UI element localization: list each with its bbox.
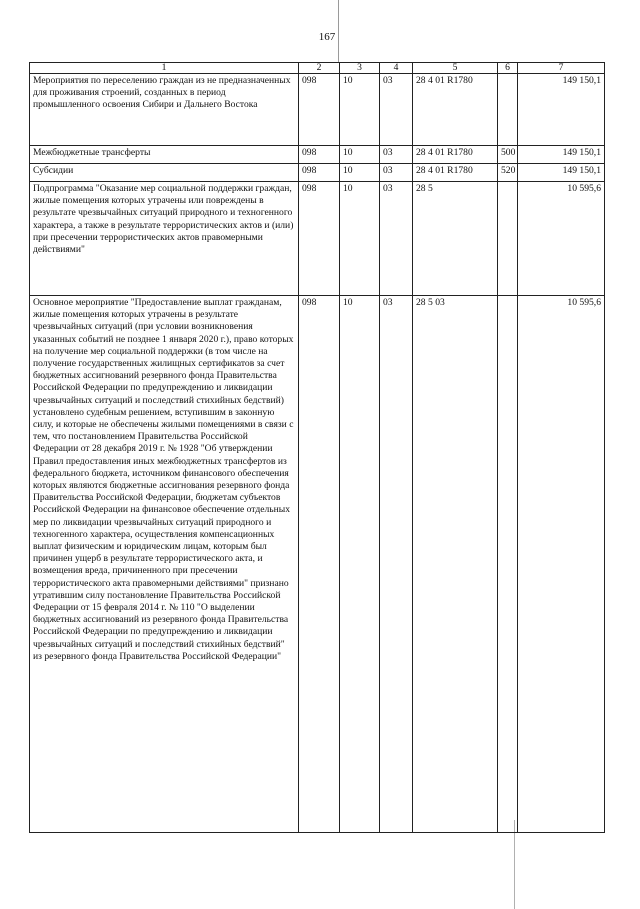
row-subsection-code: 03 xyxy=(380,74,413,146)
row-description: Основное мероприятие "Предоставление выплат гражданам, жилые помещения которых утрачены в результате чрезвычайных ситуаций (при условии возникновения указанных событий не позднее 1 января 2020 г.), право которых на получение мер социальной поддержки (в том числе на получение государственных жилищных сертификатов за счет бюджетных ассигнований резервного фонда Правительства Российской Федерации по предупреждению и ликвидации чрезвычайных ситуаций и последствий стихийных бедствий) установлено судебным решением, вступившим в законную силу, и которые не обеспечены жилыми помещениями в связи с тем, что постановлением Правительства Российской Федерации от 28 декабря 2019 г. № 1928 "Об утверждении Правил предоставления иных межбюджетных трансфертов из федерального бюджета, источником финансового обеспечения которых являются бюджетные ассигнования резервного фонда Правительства Российской Федерации, бюджетам субъектов Российской Федерации на финансовое обеспечение отдельных мер по ликвидации чрезвычайных ситуаций природного и техногенного характера, осуществления компенсационных выплат физическим и юридическим лицам, которым был причинен ущерб в результате террористического акта, и возмещения вреда, причиненного при пресечении террористического акта правомерными действиями" признано утратившим силу постановление Правительства Российской Федерации от 15 февраля 2014 г. № 110 "О выделении бюджетных ассигнований из резервного фонда Правительства Российской Федерации по предупреждению и ликвидации чрезвычайных ситуаций и последствий стихийных бедствий" из резервного фонда Правительства Российской Федерации" xyxy=(30,296,299,833)
row-description: Подпрограмма "Оказание мер социальной поддержки граждан, жилые помещения которых утрачены или повреждены в результате чрезвычайных ситуаций природного и техногенного характера, а также в результате террористических актов и (или) при пресечении террористических актов правомерными действиями" xyxy=(30,182,299,296)
row-section-code: 10 xyxy=(340,296,380,833)
row-expense-type: 520 xyxy=(498,164,518,182)
row-target-code: 28 5 03 xyxy=(413,296,498,833)
table-row xyxy=(30,182,605,296)
row-section-code: 10 xyxy=(340,164,380,182)
row-expense-type xyxy=(498,74,518,146)
scan-artifact-line xyxy=(514,820,515,909)
budget-table xyxy=(29,62,605,833)
row-amount: 10 595,6 xyxy=(518,296,605,833)
row-grbs-code: 098 xyxy=(299,74,340,146)
row-grbs-code: 098 xyxy=(299,182,340,296)
row-expense-type: 500 xyxy=(498,146,518,164)
row-grbs-code: 098 xyxy=(299,164,340,182)
row-section-code: 10 xyxy=(340,146,380,164)
table-row xyxy=(30,296,605,833)
row-target-code: 28 4 01 R1780 xyxy=(413,146,498,164)
row-subsection-code: 03 xyxy=(380,182,413,296)
column-header: 2 xyxy=(299,63,340,74)
row-section-code: 10 xyxy=(340,182,380,296)
row-amount: 10 595,6 xyxy=(518,182,605,296)
row-amount: 149 150,1 xyxy=(518,164,605,182)
column-header: 5 xyxy=(413,63,498,74)
table-row xyxy=(30,146,605,164)
row-subsection-code: 03 xyxy=(380,164,413,182)
row-amount: 149 150,1 xyxy=(518,146,605,164)
row-target-code: 28 4 01 R1780 xyxy=(413,164,498,182)
row-description: Межбюджетные трансферты xyxy=(30,146,299,164)
scan-artifact-line xyxy=(338,0,339,62)
column-header: 7 xyxy=(518,63,605,74)
row-description: Мероприятия по переселению граждан из не предназначенных для проживания строений, созданных в период промышленного освоения Сибири и Дальнего Востока xyxy=(30,74,299,146)
row-grbs-code: 098 xyxy=(299,146,340,164)
table-header-row xyxy=(30,63,605,74)
row-target-code: 28 5 xyxy=(413,182,498,296)
row-expense-type xyxy=(498,182,518,296)
column-header: 4 xyxy=(380,63,413,74)
table-row xyxy=(30,164,605,182)
row-description: Субсидии xyxy=(30,164,299,182)
column-header: 1 xyxy=(30,63,299,74)
page-number: 167 xyxy=(318,31,336,43)
row-subsection-code: 03 xyxy=(380,146,413,164)
row-subsection-code: 03 xyxy=(380,296,413,833)
column-header: 3 xyxy=(340,63,380,74)
row-amount: 149 150,1 xyxy=(518,74,605,146)
row-target-code: 28 4 01 R1780 xyxy=(413,74,498,146)
row-grbs-code: 098 xyxy=(299,296,340,833)
table-row xyxy=(30,74,605,146)
column-header: 6 xyxy=(498,63,518,74)
row-expense-type xyxy=(498,296,518,833)
row-section-code: 10 xyxy=(340,74,380,146)
